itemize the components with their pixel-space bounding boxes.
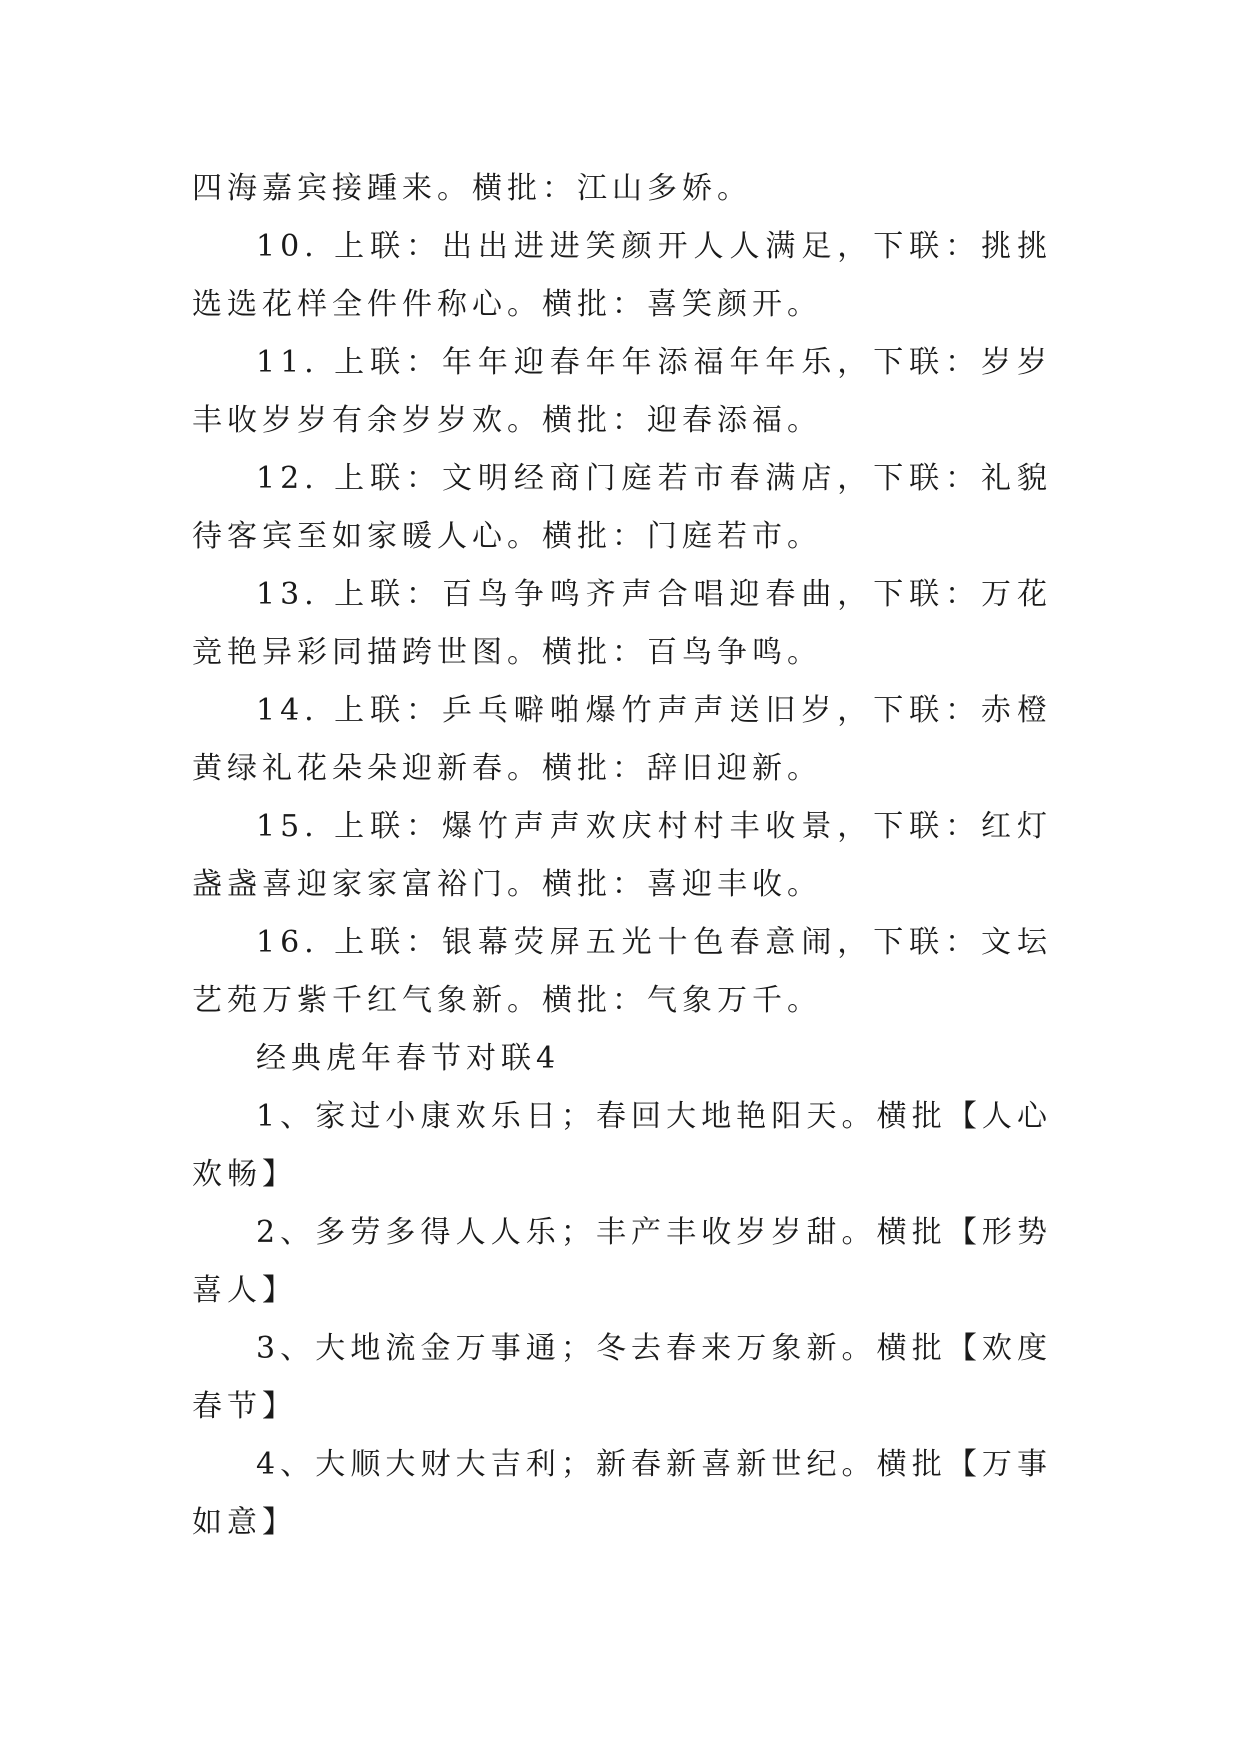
couplet-item-14: 14. 上联：乒乓噼啪爆竹声声送旧岁，下联：赤橙黄绿礼花朵朵迎新春。横批：辞旧迎新。	[192, 693, 1052, 786]
paragraph-continuation: 四海嘉宾接踵来。横批：江山多娇。	[192, 171, 752, 206]
couplet-item-12: 12. 上联：文明经商门庭若市春满店，下联：礼貌待客宾至如家暖人心。横批：门庭若市。	[192, 461, 1052, 554]
couplet-list-item-2: 2、多劳多得人人乐；丰产丰收岁岁甜。横批【形势喜人】	[192, 1215, 1052, 1308]
couplet-list-item-3: 3、大地流金万事通；冬去春来万象新。横批【欢度春节】	[192, 1331, 1052, 1424]
couplet-item-10: 10. 上联：出出进进笑颜开人人满足，下联：挑挑选选花样全件件称心。横批：喜笑颜开。	[192, 229, 1052, 322]
couplet-item-11: 11. 上联：年年迎春年年添福年年乐，下联：岁岁丰收岁岁有余岁岁欢。横批：迎春添福。	[192, 345, 1052, 438]
document-body	[192, 160, 1052, 1552]
couplet-list-item-1: 1、家过小康欢乐日；春回大地艳阳天。横批【人心欢畅】	[192, 1099, 1052, 1192]
section-heading: 经典虎年春节对联4	[256, 1041, 561, 1076]
couplet-item-16: 16. 上联：银幕荧屏五光十色春意闹，下联：文坛艺苑万紫千红气象新。横批：气象万千。	[192, 925, 1052, 1018]
couplet-list-item-4: 4、大顺大财大吉利；新春新喜新世纪。横批【万事如意】	[192, 1447, 1052, 1540]
couplet-item-15: 15. 上联：爆竹声声欢庆村村丰收景，下联：红灯盏盏喜迎家家富裕门。横批：喜迎丰收。	[192, 809, 1052, 902]
couplet-item-13: 13. 上联：百鸟争鸣齐声合唱迎春曲，下联：万花竞艳异彩同描跨世图。横批：百鸟争鸣。	[192, 577, 1052, 670]
